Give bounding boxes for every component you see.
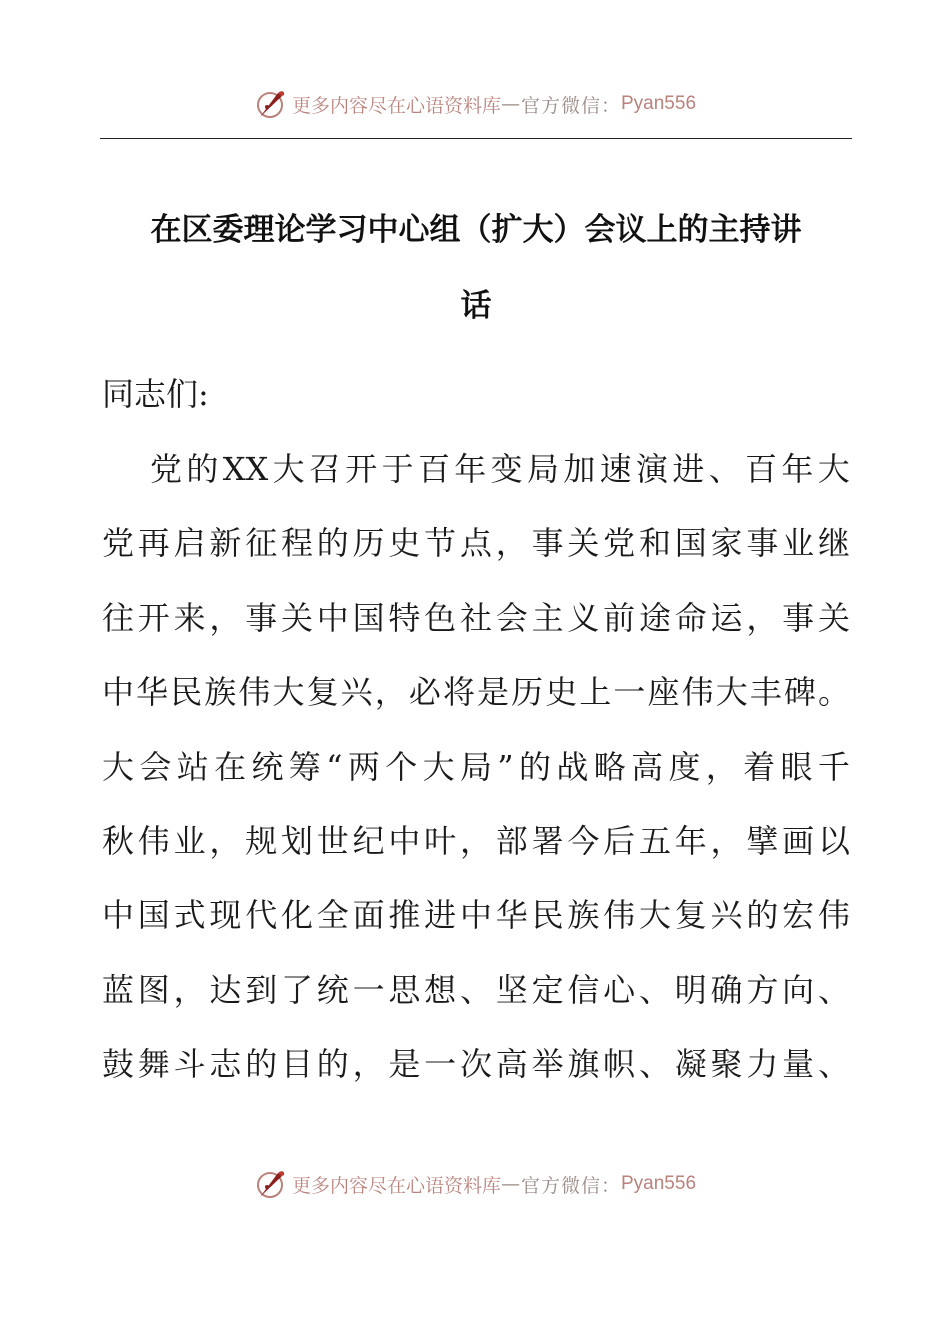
header-divider <box>100 138 852 139</box>
salutation: 同志们: <box>102 375 209 413</box>
watermark-dash: — <box>500 1173 521 1195</box>
body-line: 蓝 图 ， 达 到 了 统 一 思 想 、 坚 定 信 心 、 明 确 方 向 、 <box>102 970 850 1009</box>
watermark-brand: 更多内容尽在心语资料库 <box>291 94 501 117</box>
watermark-label: 官方微信： <box>520 94 621 117</box>
body-line: 党 再 启 新 征 程 的 历 史 节 点 ， 事 关 党 和 国 家 事 业 继 <box>102 524 850 563</box>
watermark-label: 官方微信： <box>520 1174 621 1197</box>
body-paragraph <box>102 432 850 1102</box>
body-line: 大 会 站 在 统 筹 “ 两 个 大 局 ” 的 战 略 高 度 ， 着 眼 千 <box>102 747 850 786</box>
title-line-2: 话 <box>460 288 492 324</box>
body-line: 中 华 民 族 伟 大 复 兴 ， 必 将 是 历 史 上 一 座 伟 大 丰 碑 。 <box>102 673 850 712</box>
watermark-id: Pyan556 <box>621 1173 697 1194</box>
watermark-id: Pyan556 <box>621 93 697 114</box>
body-line: 往 开 来 ， 事 关 中 国 特 色 社 会 主 义 前 途 命 运 ， 事 关 <box>102 598 850 637</box>
title-line-1: 在区委理论学习中心组（扩大）会议上的主持讲 <box>150 212 802 248</box>
watermark-dash: — <box>500 93 521 115</box>
quill-pen-logo-icon <box>254 87 288 121</box>
body-line: 秋 伟 业 ， 规 划 世 纪 中 叶 ， 部 署 今 后 五 年 ， 擘 画 以 <box>102 821 850 860</box>
body-line: 中 国 式 现 代 化 全 面 推 进 中 华 民 族 伟 大 复 兴 的 宏 伟 <box>102 896 850 935</box>
quill-pen-logo-icon <box>254 1167 288 1201</box>
header-watermark <box>0 84 950 124</box>
body-line: 鼓 舞 斗 志 的 目 的 ， 是 一 次 高 举 旗 帜 、 凝 聚 力 量 、 <box>102 1045 850 1084</box>
body-line: 党 的 XX 大 召 开 于 百 年 变 局 加 速 演 进 、 百 年 大 <box>150 450 850 488</box>
watermark-brand: 更多内容尽在心语资料库 <box>291 1174 501 1197</box>
footer-watermark <box>0 1164 950 1204</box>
document-title <box>100 192 852 344</box>
